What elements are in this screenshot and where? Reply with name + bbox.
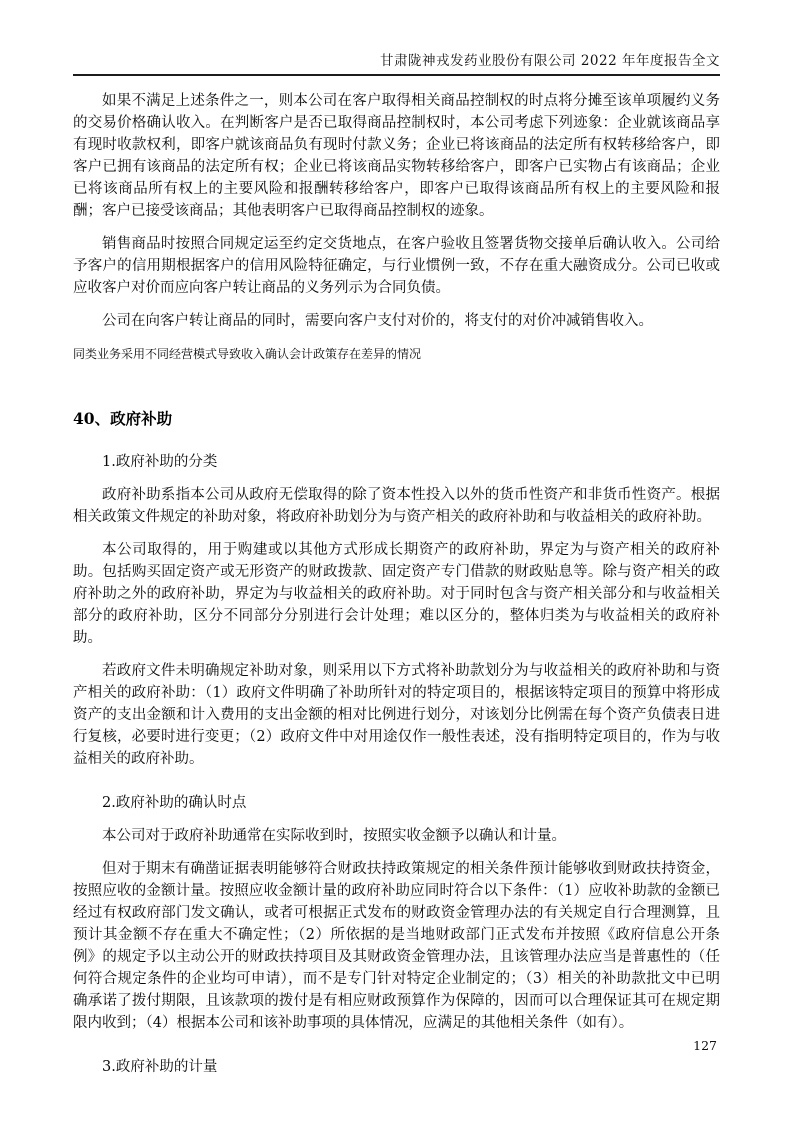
paragraph-grant-receivable-conditions: 但对于期末有确凿证据表明能够符合财政扶持政策规定的相关条件预计能够收到财政扶持资金，按照应收的金额计量。按照应收金额计量的政府补助应同时符合以下条件：（1）应收补助款的金额已经过有权政府部门发文确认，或者可根据正式发布的财政资金管理办法的有关规定自行合理测算，且预计其金额不存在重大不确定性；（2）所依据的是当地财政部门正式发布并按照《政府信息公开条例》的规定予以主动公开的财政扶持项目及其财政资金管理办法，且该管理办法应当是普惠性的（任何符合规定条件的企业均可申请），而不是专门针对特定企业制定的；（3）相关的补助款批文中已明确承诺了拨付期限，且该款项的拨付是有相应财政预算作为保障的，因而可以合理保证其可在规定期限内收到；（4）根据本公司和该补助事项的具体情况，应满足的其他相关条件（如有）。 [73,861,720,1031]
header-title: 甘肃陇神戎发药业股份有限公司 2022 年年度报告全文 [380,53,720,69]
paragraph-consideration-offset: 公司在向客户转让商品的同时，需要向客户支付对价的，将支付的对价冲减销售收入。 [102,313,653,329]
subsection-title-grant-measurement: 3.政府补助的计量 [102,1059,218,1075]
paragraph-sales-revenue-recognition: 销售商品时按照合同规定运至约定交货地点，在客户验收且签署货物交接单后确认收入。公司给予客户的信用期根据客户的信用风险特征确定，与行业惯例一致，不存在重大融资成分。公司已收或应收客户对价而应向客户转让商品的义务列示为合同负债。 [73,236,720,296]
document-body [73,90,720,1077]
paragraph-grant-definition: 政府补助系指本公司从政府无偿取得的除了资本性投入以外的货币性资产和非货币性资产。根据相关政策文件规定的补助对象，将政府补助划分为与资产相关的政府补助和与收益相关的政府补助。 [73,487,720,525]
paragraph-grant-recognition-on-receipt: 本公司对于政府补助通常在实际收到时，按照实收金额予以确认和计量。 [102,828,566,844]
section-heading-government-grants: 40、政府补助 [73,409,173,428]
paragraph-grant-allocation-method: 若政府文件未明确规定补助对象，则采用以下方式将补助款划分为与收益相关的政府补助和与资产相关的政府补助：（1）政府文件明确了补助所针对的特定项目的，根据该特定项目的预算中将形成资产的支出金额和计入费用的支出金额的相对比例进行划分，对该划分比例需在每个资产负债表日进行复核，必要时进行变更；（2）政府文件中对用途仅作一般性表述，没有指明特定项目的，作为与收益相关的政府补助。 [73,663,720,767]
paragraph-asset-related-grants: 本公司取得的，用于购建或以其他方式形成长期资产的政府补助，界定为与资产相关的政府补助。包括购买固定资产或无形资产的财政拨款、固定资产专门借款的财政贴息等。除与资产相关的政府补助之外的政府补助，界定为与收益相关的政府补助。对于同时包含与资产相关部分和与收益相关部分的政府补助，区分不同部分分别进行会计处理；难以区分的，整体归类为与收益相关的政府补助。 [73,542,720,646]
subsection-title-grant-recognition-timing: 2.政府补助的确认时点 [102,795,247,811]
paragraph-revenue-control-conditions: 如果不满足上述条件之一，则本公司在客户取得相关商品控制权的时点将分摊至该单项履约义务的交易价格确认收入。在判断客户是否已取得商品控制权时，本公司考虑下列迹象：企业就该商品享有现时收款权利，即客户就该商品负有现时付款义务；企业已将该商品的法定所有权转移给客户，即客户已拥有该商品的法定所有权；企业已将该商品实物转移给客户，即客户已实物占有该商品；企业已将该商品所有权上的主要风险和报酬转移给客户，即客户已取得该商品所有权上的主要风险和报酬；客户已接受该商品；其他表明客户已取得商品控制权的迹象。 [73,93,720,219]
note-business-model-policy-difference: 同类业务采用不同经营模式导致收入确认会计政策存在差异的情况 [73,347,422,361]
page-header [73,52,720,76]
header-rule [73,74,720,76]
subsection-title-grant-classification: 1.政府补助的分类 [102,454,218,470]
page-content [73,52,720,1089]
page-number: 127 [693,1038,717,1053]
